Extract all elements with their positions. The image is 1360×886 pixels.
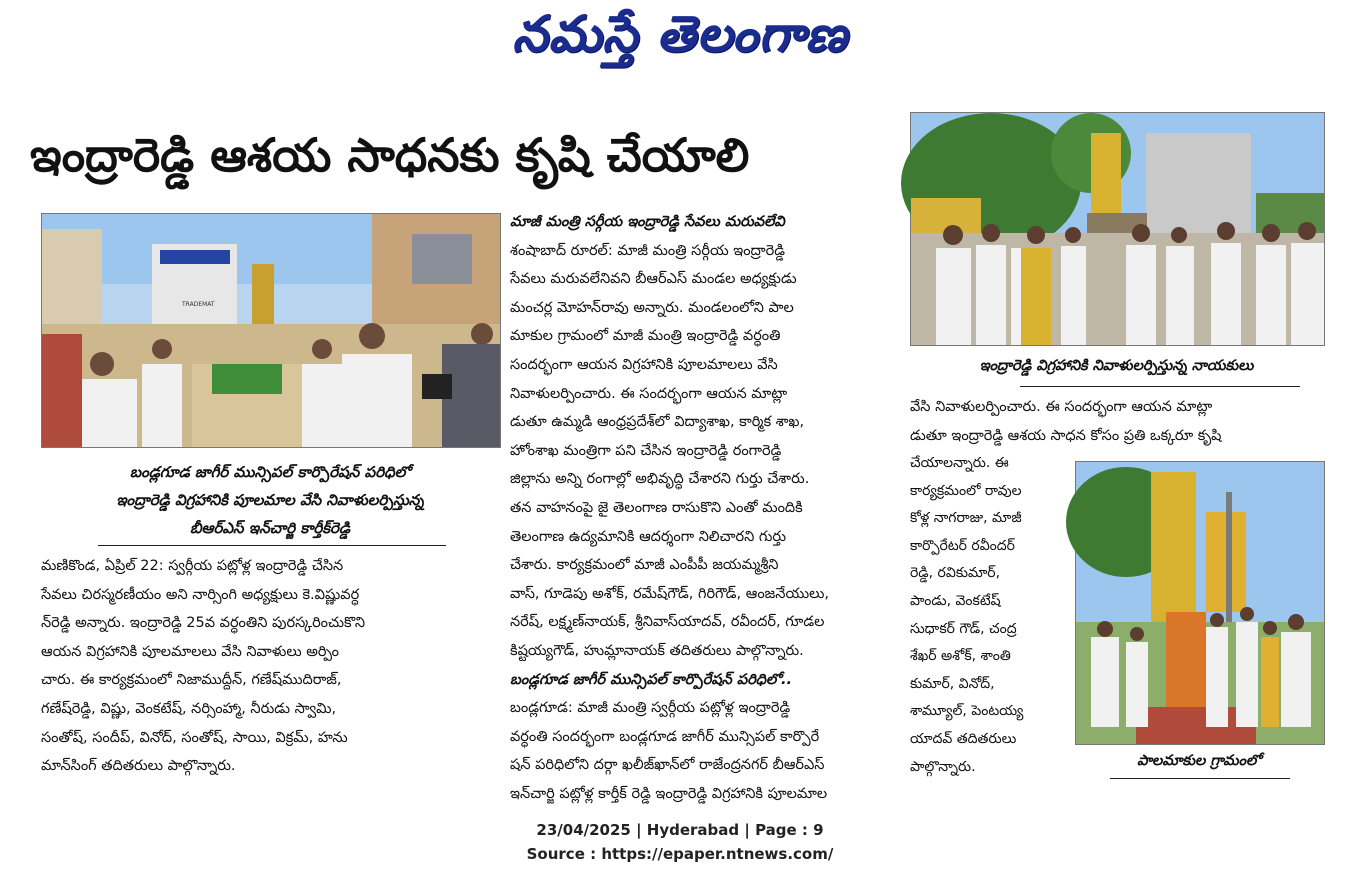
- headline: ఇంద్రారెడ్డి ఆశయ సాధనకు కృషి చేయాలి: [30, 128, 750, 182]
- article-line: కార్యక్రమంలో రావుల: [910, 482, 1022, 499]
- masthead-logo: [0, 0, 1360, 80]
- article-line: యాదవ్ తదితరులు: [910, 730, 1017, 747]
- article-line: కార్పొరేటర్ రవీందర్: [910, 537, 1015, 554]
- caption-line: బీఆర్ఎస్ ఇన్‌చార్జి కార్తీక్‌రెడ్డి: [189, 519, 351, 537]
- footer: [0, 818, 1360, 866]
- article-line: మాకుల గ్రామంలో మాజీ మంత్రి ఇంద్రారెడ్డి వర్ధంతి: [510, 328, 781, 345]
- article-line: శంషాబాద్ రూరల్: మాజీ మంత్రి సర్గీయ ఇంద్రారెడ్డి: [510, 242, 785, 259]
- article-line: చారు. ఈ కార్యక్రమంలో నిజాముద్దీన్, గణేష్‌ముదిరాజ్,: [41, 672, 342, 689]
- divider: [1110, 778, 1290, 779]
- article-line: డుతూ ఇంద్రారెడ్డి ఆశయ సాధన కోసం ప్రతి ఒక్కరూ కృషి: [910, 427, 1222, 444]
- article-line: చేయాలన్నారు. ఈ: [910, 455, 1009, 471]
- article-line: న్‌రెడ్డి అన్నారు. ఇంద్రారెడ్డి 25వ వర్ధంతిని పురస్కరించుకొని: [41, 615, 366, 632]
- caption-line: ఇంద్రారెడ్డి విగ్రహానికి పూలమాల వేసి నివాళులర్పిస్తున్న: [116, 491, 424, 509]
- article-line: మాన్‌సింగ్ తదితరులు పాల్గొన్నారు.: [41, 758, 236, 775]
- article-line: ఆయన విగ్రహానికి పూలమాలలు వేసి నివాళులు అర్పిం: [41, 643, 340, 660]
- article-line: కిష్టయ్యగౌడ్, హుమ్లానాయక్ తదితరులు పాల్గొన్నారు.: [510, 642, 804, 659]
- sign-text-2: TRADEMAT: [182, 301, 215, 308]
- article-line: చేశారు. కార్యక్రమంలో మాజీ ఎంపీపీ జయమ్మశ్రీని: [510, 557, 779, 574]
- article-line: కుమార్, వినోద్,: [910, 675, 995, 692]
- middle-article: [510, 208, 883, 802]
- article-line: డుతూ ఉమ్మడి ఆంధ్రప్రదేశ్‌లో విద్యాశాఖ, కార్మిక శాఖ,: [510, 414, 805, 431]
- article-line: సేవలు మరువలేనివని బీఆర్ఎస్ మండల అధ్యక్షుడు: [510, 271, 797, 288]
- article-line: రెడ్డి, రవికుమార్,: [910, 565, 1001, 582]
- photo-left: [41, 213, 501, 448]
- article-line: ఇన్‌చార్జి పట్లోళ్ల కార్తీక్ రెడ్డి ఇంద్రారెడ్డి విగ్రహానికి పూలమాల: [510, 785, 828, 802]
- photo-right-top: [910, 112, 1325, 346]
- article-line: మణికొండ, ఏప్రిల్ 22: స్వర్గీయ పట్లోళ్ల ఇంద్రారెడ్డి చేసిన: [41, 558, 344, 574]
- article-line: సేవలు చిరస్మరణీయం అని నార్సింగి అధ్యక్షులు కె.విష్ణువర్ధ: [41, 586, 360, 603]
- photo-right-bottom-image: [1076, 462, 1324, 744]
- article-line: బండ్లగూడ: మాజీ మంత్రి స్వర్గీయ పట్లోళ్ల ఇంద్రారెడ్డి: [510, 700, 791, 717]
- article-line: నివాళులర్పించారు. ఈ సందర్భంగా ఆయన మాట్లా: [510, 385, 788, 402]
- photo-left-image: [42, 214, 500, 447]
- article-line: సందర్భంగా ఆయన విగ్రహానికి పూలమాలలు వేసి: [510, 356, 778, 373]
- divider: [1020, 386, 1300, 387]
- photo-right-bottom: [1075, 461, 1325, 745]
- article-line: తన వాహనంపై జై తెలంగాణ రాసుకొని ఎంతో మందికి: [510, 499, 803, 516]
- article-line: జిల్లాను అన్ని రంగాల్లో అభివృద్ధి చేశారని గుర్తు చేశారు.: [510, 471, 810, 488]
- article-line: వాస్, గూడెపు అశోక్, రమేష్‌గౌడ్, గిరిగౌడ్, ఆంజనేయులు,: [510, 585, 830, 602]
- article-line: వర్ధంతి సందర్భంగా బండ్లగూడ జాగీర్ మున్సిపల్ కార్పొరే: [510, 728, 820, 745]
- subheading: బండ్లగూడ జాగీర్ మున్సిపల్ కార్పొరేషన్ పరిధిలో..: [510, 671, 792, 688]
- footer-dateline: 23/04/2025 | Hyderabad | Page : 9: [536, 821, 824, 839]
- article-line: నరేష్, లక్ష్మణ్‌నాయక్, శ్రీనివాస్‌యాదవ్, రవీందర్, గూడల: [510, 614, 825, 631]
- right-article-top: [910, 393, 1323, 451]
- photo-right-bottom-caption: పాలమాకుల గ్రామంలో: [1137, 753, 1261, 769]
- photo-left-caption: [41, 458, 499, 542]
- subheading: మాజీ మంత్రి సర్గీయ ఇంద్రారెడ్డి సేవలు మరువలేవి: [510, 214, 785, 230]
- article-line: సుధాకర్ గౌడ్, చంద్ర: [910, 620, 1017, 637]
- article-line: గణేష్‌రెడ్డి, విష్ణు, వెంకటేష్, నర్సింహ్మా, నీరుడు స్వామి,: [41, 700, 337, 717]
- article-line: మంచర్ల మోహన్‌రావు అన్నారు. మండలంలోని పాల: [510, 299, 794, 316]
- article-line: వేసి నివాళులర్పించారు. ఈ సందర్భంగా ఆయన మాట్లా: [910, 399, 1213, 415]
- article-line: తెలంగాణ ఉద్యమానికి ఆదర్శంగా నిలిచారని గుర్తు: [510, 528, 786, 545]
- caption-line: బండ్లగూడ జాగీర్ మున్సిపల్ కార్పొరేషన్ పరిధిలో: [129, 463, 411, 481]
- footer-source-link[interactable]: Source : https://epaper.ntnews.com/: [526, 845, 834, 863]
- article-line: పాల్గొన్నారు.: [910, 758, 976, 775]
- article-line: హోంశాఖ మంత్రిగా పని చేసిన ఇంద్రారెడ్డి రంగారెడ్డి: [510, 442, 782, 459]
- left-article: [41, 552, 499, 784]
- right-article-bottom: [910, 450, 1067, 775]
- article-line: శేఖర్ అశోక్, శాంతి: [910, 648, 1011, 665]
- divider: [98, 545, 446, 546]
- photo-right-top-image: [911, 113, 1324, 345]
- article-line: సంతోష్, సందీప్, వినోద్, సంతోష్, సాయి, విక్రమ్, హను: [41, 729, 348, 746]
- article-line: శామ్యూల్, పెంటయ్య: [910, 703, 1024, 720]
- photo-right-top-caption: ఇంద్రారెడ్డి విగ్రహానికి నివాళులర్పిస్తున్న నాయకులు: [979, 358, 1254, 374]
- article-line: పాండు, వెంకటేష్: [910, 592, 1001, 609]
- article-line: కోళ్ల నాగరాజు, మాజీ: [910, 510, 1022, 527]
- article-line: షన్ పరిధిలోని దర్గా ఖలీజ్‌ఖాన్‌లో రాజేంద్రనగర్ బీఆర్ఎస్: [510, 757, 825, 774]
- masthead-title: నమస్తే తెలంగాణ: [512, 4, 848, 63]
